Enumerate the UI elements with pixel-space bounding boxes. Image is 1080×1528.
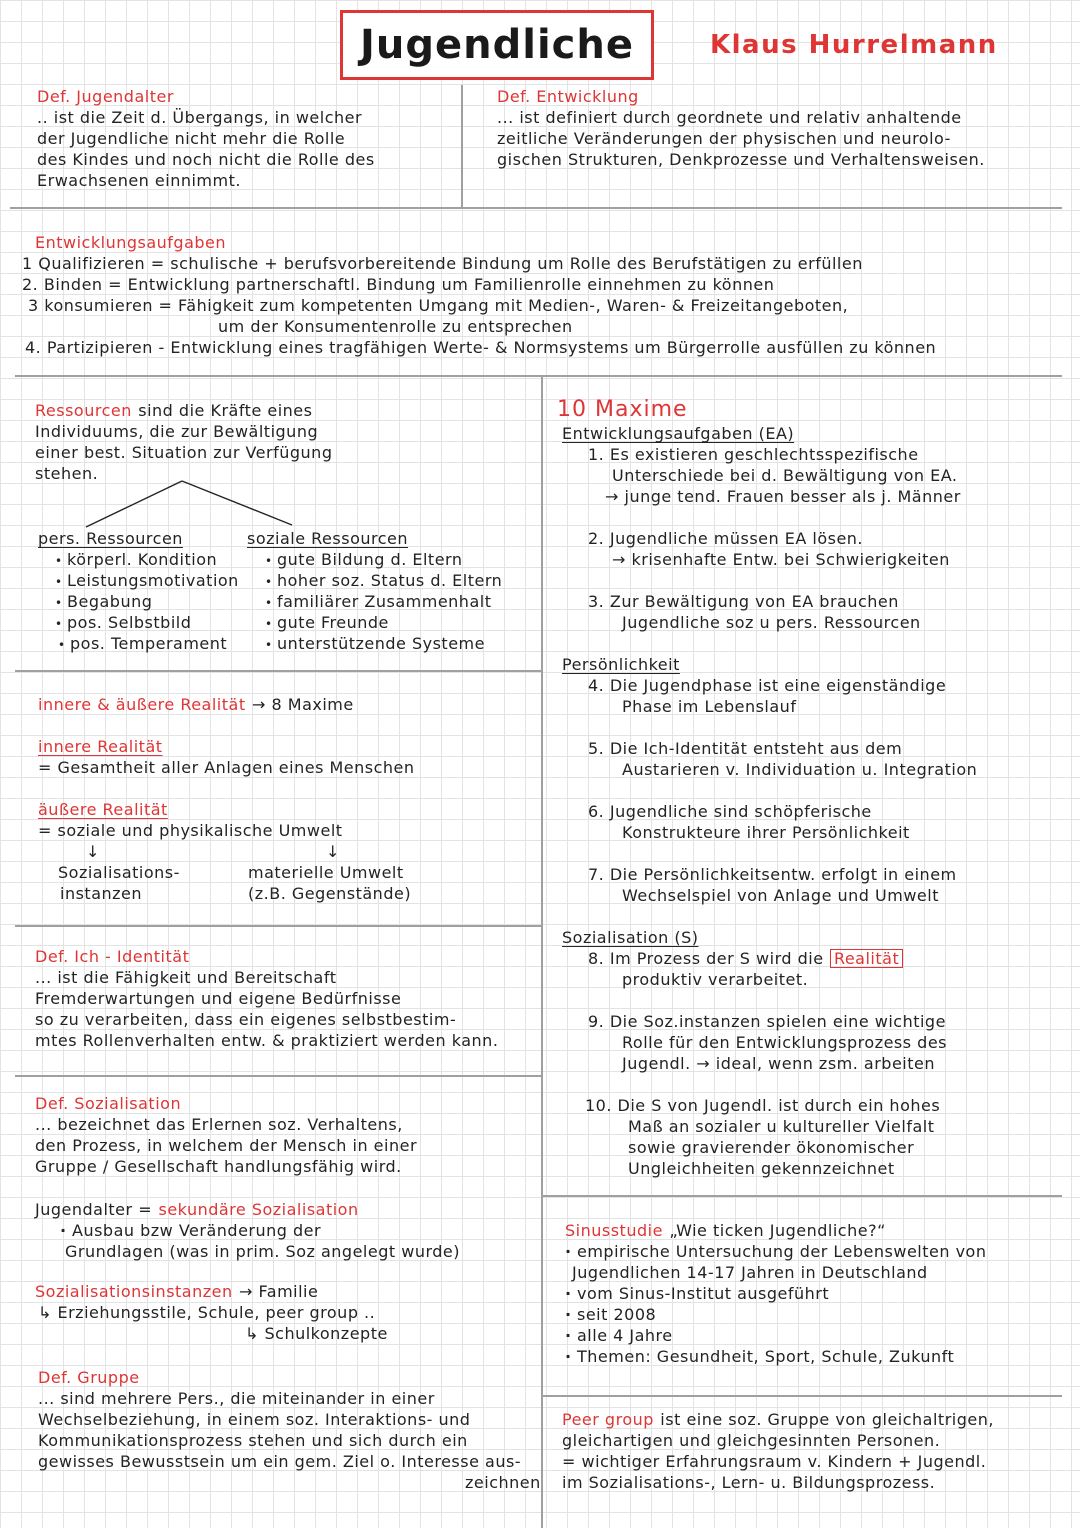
def-sozialisation-line: den Prozess, in welchem der Mensch in einer bbox=[35, 1136, 418, 1155]
ressourcen-definition bbox=[35, 400, 332, 484]
def-gruppe-line: zeichnen bbox=[465, 1473, 541, 1492]
def-jugendalter-line: Erwachsenen einnimmt. bbox=[37, 171, 241, 190]
maxime-item-line: Konstrukteure ihrer Persönlichkeit bbox=[622, 823, 910, 842]
aeussere-realitaet-heading: äußere Realität bbox=[38, 800, 168, 819]
author-name: Klaus Hurrelmann bbox=[710, 30, 998, 60]
realitaet-heading: innere & äußere Realität bbox=[38, 695, 246, 714]
personal-ressource-item: • Leistungsmotivation bbox=[38, 570, 239, 591]
maxime-item: 1. Es existieren geschlechtsspezifische bbox=[588, 445, 919, 464]
personal-ressource-item: • Begabung bbox=[38, 591, 239, 612]
def-sozialisation-line: ... bezeichnet das Erlernen soz. Verhaltens, bbox=[35, 1115, 403, 1134]
social-ressource-item: • gute Freunde bbox=[247, 612, 502, 633]
page-title: Jugendliche bbox=[360, 22, 634, 68]
ressourcen-line: einer best. Situation zur Verfügung bbox=[35, 443, 333, 462]
maxime-item: 6. Jugendliche sind schöpferische bbox=[588, 802, 872, 821]
jugendalter-line: · Ausbau bzw Veränderung der bbox=[35, 1220, 460, 1241]
divider-after-maxime bbox=[541, 1195, 1062, 1197]
maxime-item-line: → krisenhafte Entw. bei Schwierigkeiten bbox=[612, 550, 950, 569]
maxime-item-line: Austarieren v. Individuation u. Integration bbox=[622, 760, 978, 779]
ressourcen-term: Ressourcen bbox=[35, 401, 132, 420]
social-ressource-item: • hoher soz. Status d. Eltern bbox=[247, 570, 502, 591]
def-ich-identitaet-line: so zu verarbeiten, dass ein eigenes selbstbestim- bbox=[35, 1010, 457, 1029]
jugendalter-term: Jugendalter = bbox=[35, 1200, 153, 1219]
def-sozialisation bbox=[35, 1093, 417, 1177]
sinusstudie bbox=[565, 1220, 986, 1367]
sinusstudie-item: · Themen: Gesundheit, Sport, Schule, Zukunft bbox=[565, 1346, 986, 1367]
social-ressourcen bbox=[247, 528, 502, 654]
divider-after-ressourcen bbox=[15, 670, 541, 672]
maxime-item: 3. Zur Bewältigung von EA brauchen bbox=[588, 592, 899, 611]
instanzen-term: Sozialisationsinstanzen bbox=[35, 1282, 233, 1301]
instanzen-familie: → Familie bbox=[239, 1282, 319, 1301]
maxime-item-line: Maß an sozialer u kultureller Vielfalt bbox=[628, 1117, 935, 1136]
def-ich-identitaet-heading: Def. Ich - Identität bbox=[35, 947, 190, 966]
maxime-item: 10. Die S von Jugendl. ist durch ein hohes bbox=[585, 1096, 941, 1115]
sinusstudie-item: · empirische Untersuchung der Lebenswelten von bbox=[565, 1241, 986, 1262]
social-ressource-item: • gute Bildung d. Eltern bbox=[247, 549, 502, 570]
maxime-section-heading: Entwicklungsaufgaben (EA) bbox=[562, 424, 795, 443]
social-ressource-item: • unterstützende Systeme bbox=[247, 633, 502, 654]
outer-left-line: Sozialisations- bbox=[58, 863, 180, 882]
def-sozialisation-heading: Def. Sozialisation bbox=[35, 1094, 182, 1113]
entwicklungsaufgaben bbox=[0, 232, 936, 358]
def-entwicklung-line: ... ist definiert durch geordnete und relativ anhaltende bbox=[497, 108, 962, 127]
maxime-title: 10 Maxime bbox=[557, 397, 688, 422]
jugendalter-row bbox=[35, 1199, 460, 1220]
jugendalter-note bbox=[35, 1199, 460, 1262]
maxime-section-heading: Persönlichkeit bbox=[562, 655, 680, 674]
peer-group-row bbox=[562, 1409, 994, 1430]
entwicklungsaufgaben-heading: Entwicklungsaufgaben bbox=[35, 233, 227, 252]
arrow-down-icon: ↓ bbox=[326, 842, 340, 861]
maxime-item: 4. Die Jugendphase ist eine eigenständige bbox=[588, 676, 947, 695]
def-gruppe-line: ... sind mehrere Pers., die miteinander in einer bbox=[38, 1389, 435, 1408]
sinusstudie-item-continued: Jugendlichen 14-17 Jahren in Deutschland bbox=[572, 1263, 928, 1282]
def-sozialisation-line: Gruppe / Gesellschaft handlungsfähig wird. bbox=[35, 1157, 402, 1176]
branch-line-right bbox=[182, 481, 292, 525]
personal-ressourcen-heading: pers. Ressourcen bbox=[38, 529, 183, 548]
maxime-item-line: Jugendl. → ideal, wenn zsm. arbeiten bbox=[622, 1054, 936, 1073]
innere-realitaet bbox=[38, 736, 415, 778]
realitaet-highlight: Realität bbox=[830, 949, 903, 968]
personal-ressource-item: • körperl. Kondition bbox=[38, 549, 239, 570]
instanzen-line: ↳ Erziehungsstile, Schule, peer group .. bbox=[38, 1303, 376, 1322]
innere-realitaet-text: = Gesamtheit aller Anlagen eines Menschen bbox=[38, 758, 415, 777]
personal-ressource-item: • pos. Temperament bbox=[38, 633, 239, 654]
divider-after-sinusstudie bbox=[541, 1395, 1062, 1397]
arrow-down-right bbox=[326, 841, 340, 862]
def-ich-identitaet-line: ... ist die Fähigkeit und Bereitschaft bbox=[35, 968, 337, 987]
maxime-item-line: Jugendliche soz u pers. Ressourcen bbox=[622, 613, 921, 632]
arrow-down-icon: ↓ bbox=[86, 842, 100, 861]
def-gruppe-line: Kommunikationsprozess stehen und sich durch ein bbox=[38, 1431, 468, 1450]
def-gruppe-line: gewisses Bewusstsein um ein gem. Ziel o. Interesse aus- bbox=[38, 1452, 522, 1471]
outer-right-line: (z.B. Gegenstände) bbox=[248, 884, 412, 903]
ressourcen-text: sind die Kräfte eines bbox=[138, 401, 313, 420]
def-jugendalter-line: .. ist die Zeit d. Übergangs, in welcher bbox=[37, 108, 363, 127]
maxime-item-line: Wechselspiel von Anlage und Umwelt bbox=[622, 886, 939, 905]
realitaet-maxime-link: → 8 Maxime bbox=[252, 695, 354, 714]
outer-right-line: materielle Umwelt bbox=[248, 863, 404, 882]
peer-group bbox=[562, 1409, 994, 1493]
aeussere-realitaet-text: = soziale und physikalische Umwelt bbox=[38, 821, 343, 840]
peer-group-line: gleichartigen und gleichgesinnten Personen. bbox=[562, 1431, 941, 1450]
jugendalter-line: Grundlagen (was in prim. Soz angelegt wurde) bbox=[65, 1242, 460, 1261]
maxime-list bbox=[562, 423, 977, 1179]
sinusstudie-item: · seit 2008 bbox=[565, 1304, 986, 1325]
top-divider-vertical bbox=[461, 85, 463, 207]
def-gruppe bbox=[38, 1367, 541, 1493]
entwicklungsaufgabe-item: 1 Qualifizieren = schulische + berufsvorbereitende Bindung um Rolle des Berufstätigen zu erfüllen bbox=[22, 254, 863, 273]
peer-group-term: Peer group bbox=[562, 1410, 654, 1429]
maxime-item-line: Ungleichheiten gekennzeichnet bbox=[628, 1159, 895, 1178]
def-entwicklung bbox=[497, 86, 985, 170]
def-jugendalter-heading: Def. Jugendalter bbox=[37, 87, 174, 106]
personal-ressourcen bbox=[38, 528, 239, 654]
peer-group-line: = wichtiger Erfahrungsraum v. Kindern + Jugendl. bbox=[562, 1452, 987, 1471]
sozialisationsinstanzen bbox=[35, 1281, 388, 1344]
sozialisationsinstanzen-label bbox=[58, 862, 180, 904]
def-gruppe-line: Wechselbeziehung, in einem soz. Interaktions- und bbox=[38, 1410, 471, 1429]
divider-after-entwicklungsaufgaben bbox=[15, 375, 1062, 377]
instanzen-row bbox=[35, 1281, 388, 1302]
def-entwicklung-heading: Def. Entwicklung bbox=[497, 87, 639, 106]
sinusstudie-term: Sinusstudie bbox=[565, 1221, 663, 1240]
entwicklungsaufgabe-item: 2. Binden = Entwicklung partnerschaftl. Bindung um Familienrolle einnehmen zu können bbox=[22, 275, 775, 294]
ressourcen-branch-diagram bbox=[60, 475, 320, 535]
peer-group-line: im Sozialisations-, Lern- u. Bildungsprozess. bbox=[562, 1473, 936, 1492]
entwicklungsaufgabe-item-continued: um der Konsumentenrolle zu entsprechen bbox=[218, 317, 573, 336]
maxime-item-line: → junge tend. Frauen besser als j. Männer bbox=[605, 487, 961, 506]
realitaet-heading-line bbox=[38, 694, 354, 715]
def-ich-identitaet-line: Fremderwartungen und eigene Bedürfnisse bbox=[35, 989, 402, 1008]
entwicklungsaufgabe-item: 4. Partizipieren - Entwicklung eines tragfähigen Werte- & Normsystems um Bürgerrolle ausfüllen zu können bbox=[25, 338, 937, 357]
social-ressource-item: • familiärer Zusammenhalt bbox=[247, 591, 502, 612]
instanzen-line: ↳ Schulkonzepte bbox=[245, 1324, 388, 1343]
def-entwicklung-line: zeitliche Veränderungen der physischen und neurolo- bbox=[497, 129, 951, 148]
column-divider bbox=[541, 375, 543, 1528]
sinusstudie-item: · alle 4 Jahre bbox=[565, 1325, 986, 1346]
def-jugendalter-line: des Kindes und noch nicht die Rolle des bbox=[37, 150, 375, 169]
ressourcen-line: Individuums, die zur Bewältigung bbox=[35, 422, 319, 441]
def-entwicklung-line: gischen Strukturen, Denkprozesse und Verhaltensweisen. bbox=[497, 150, 985, 169]
aeussere-realitaet bbox=[38, 799, 343, 841]
jugendalter-value: sekundäre Sozialisation bbox=[158, 1200, 359, 1219]
ressourcen-line bbox=[35, 400, 332, 421]
social-ressourcen-heading: soziale Ressourcen bbox=[247, 529, 408, 548]
branch-line-left bbox=[86, 481, 182, 527]
maxime-item-line: produktiv verarbeitet. bbox=[622, 970, 809, 989]
ressourcen-line: stehen. bbox=[35, 464, 99, 483]
title-box bbox=[340, 10, 654, 80]
def-jugendalter-line: der Jugendliche nicht mehr die Rolle bbox=[37, 129, 346, 148]
maxime-item-line: sowie gravierender ökonomischer bbox=[628, 1138, 915, 1157]
maxime-item: 2. Jugendliche müssen EA lösen. bbox=[588, 529, 864, 548]
maxime-item: 9. Die Soz.instanzen spielen eine wichtige bbox=[588, 1012, 946, 1031]
materielle-umwelt-label bbox=[248, 862, 411, 904]
divider-after-definitions bbox=[10, 207, 1062, 209]
maxime-item bbox=[562, 948, 977, 969]
def-ich-identitaet bbox=[35, 946, 498, 1051]
def-jugendalter bbox=[37, 86, 375, 191]
arrow-down-left bbox=[86, 841, 100, 862]
outer-left-line: instanzen bbox=[60, 884, 143, 903]
maxime-item-line: Unterschiede bei d. Bewältigung von EA. bbox=[612, 466, 958, 485]
innere-realitaet-heading: innere Realität bbox=[38, 737, 163, 756]
peer-group-text: ist eine soz. Gruppe von gleichaltrigen, bbox=[660, 1410, 994, 1429]
maxime-item-line: Rolle für den Entwicklungsprozess des bbox=[622, 1033, 948, 1052]
sinusstudie-subtitle: „Wie ticken Jugendliche?“ bbox=[669, 1221, 886, 1240]
entwicklungsaufgabe-item: 3 konsumieren = Fähigkeit zum kompetenten Umgang mit Medien-, Waren- & Freizeitangeboten, bbox=[28, 296, 849, 315]
divider-after-realitaet bbox=[15, 925, 541, 927]
def-ich-identitaet-line: mtes Rollenverhalten entw. & praktiziert werden kann. bbox=[35, 1031, 499, 1050]
def-gruppe-heading: Def. Gruppe bbox=[38, 1368, 140, 1387]
maxime-item: 7. Die Persönlichkeitsentw. erfolgt in einem bbox=[588, 865, 957, 884]
sinusstudie-heading-row bbox=[565, 1220, 986, 1241]
realitaet-heading-row bbox=[38, 694, 354, 715]
maxime-section-heading: Sozialisation (S) bbox=[562, 928, 699, 947]
divider-after-ich-identitaet bbox=[15, 1075, 541, 1077]
maxime-item-line: Phase im Lebenslauf bbox=[622, 697, 797, 716]
sinusstudie-item: · vom Sinus-Institut ausgeführt bbox=[565, 1283, 986, 1304]
personal-ressource-item: • pos. Selbstbild bbox=[38, 612, 239, 633]
maxime-item: 5. Die Ich-Identität entsteht aus dem bbox=[588, 739, 903, 758]
maxime-item-text: 8. Im Prozess der S wird die bbox=[588, 949, 824, 968]
